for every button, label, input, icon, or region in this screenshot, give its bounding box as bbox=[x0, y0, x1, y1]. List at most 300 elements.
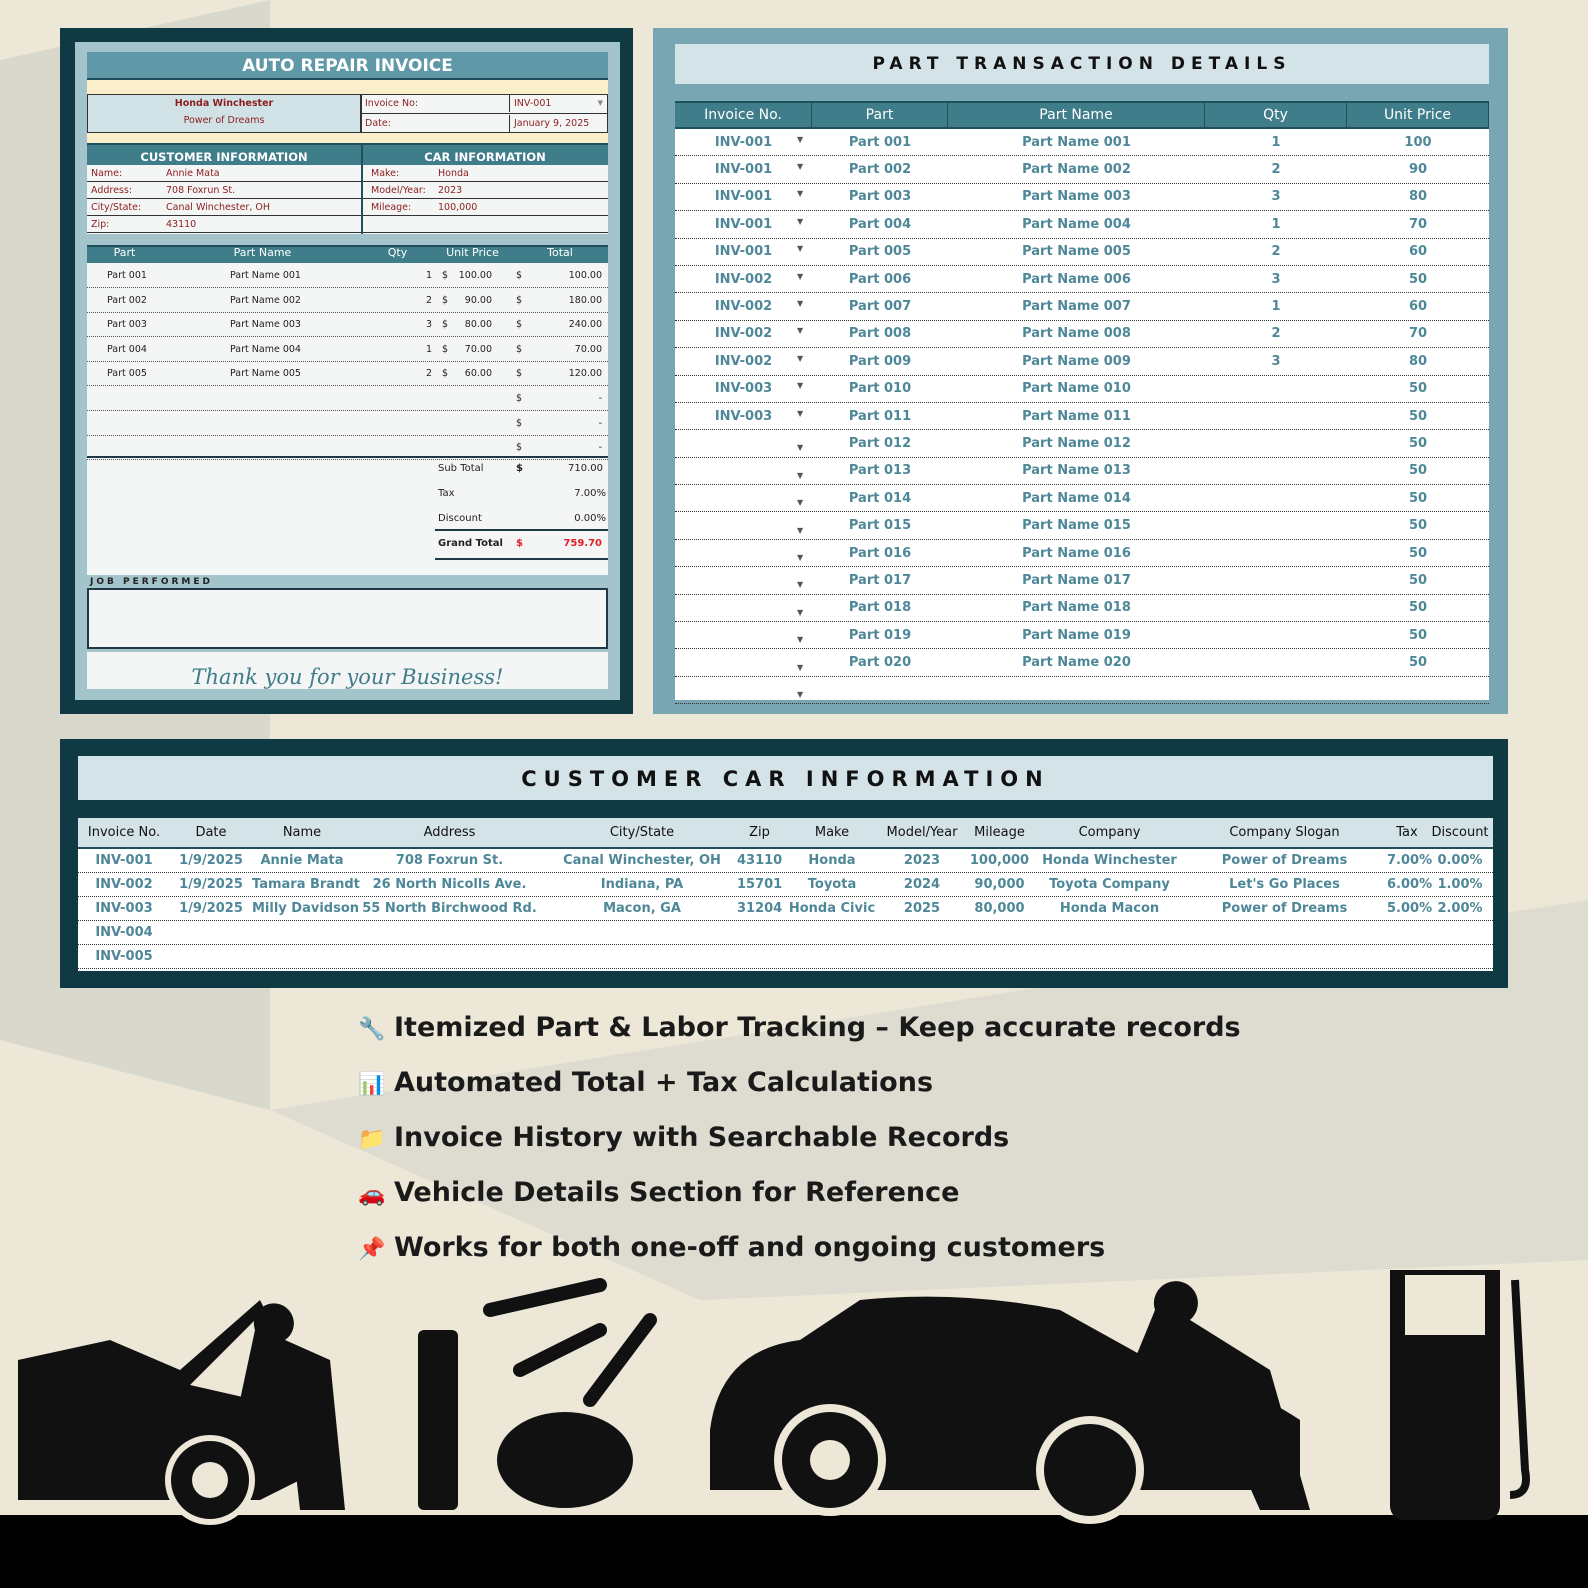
item-part: Part 005 bbox=[107, 368, 147, 380]
invoice-no-cell[interactable] bbox=[675, 354, 812, 369]
column-header[interactable]: Unit Price bbox=[1347, 103, 1489, 127]
cell-text: Part Name 012 bbox=[1022, 435, 1131, 451]
chevron-down-icon[interactable]: ▼ bbox=[797, 271, 804, 281]
part-cell[interactable] bbox=[812, 326, 948, 341]
table-cell[interactable]: INV-003 bbox=[95, 901, 153, 916]
item-total: 70.00 bbox=[574, 343, 602, 355]
part-cell[interactable] bbox=[812, 244, 948, 259]
car-field-label: Mileage: bbox=[371, 202, 412, 213]
table-cell[interactable]: Let's Go Places bbox=[1229, 877, 1340, 892]
job-performed-input[interactable] bbox=[87, 588, 608, 649]
cell-text: 70 bbox=[1408, 216, 1428, 232]
table-cell[interactable]: 80,000 bbox=[974, 901, 1025, 916]
table-row bbox=[675, 239, 1489, 266]
table-cell[interactable]: 2023 bbox=[903, 853, 941, 868]
table-cell[interactable]: Toyota Company bbox=[1049, 877, 1170, 892]
currency: $ bbox=[516, 463, 523, 474]
unit-price-cell[interactable] bbox=[1347, 381, 1489, 396]
part-name-cell[interactable] bbox=[948, 354, 1205, 369]
column-header[interactable]: Company bbox=[1078, 825, 1141, 840]
car-info-header: CAR INFORMATION bbox=[362, 143, 608, 165]
part-name-cell[interactable] bbox=[948, 381, 1205, 396]
chevron-down-icon[interactable]: ▼ bbox=[797, 635, 804, 645]
item-price: 60.00 bbox=[464, 368, 492, 380]
qty-cell[interactable] bbox=[1205, 135, 1347, 150]
unit-price-cell[interactable] bbox=[1347, 135, 1489, 150]
column-header[interactable]: Invoice No. bbox=[675, 103, 812, 127]
part-name-cell[interactable] bbox=[948, 217, 1205, 232]
discount-value: 0.00% bbox=[574, 513, 606, 524]
customer-field-value[interactable]: 43110 bbox=[166, 219, 197, 230]
part-cell[interactable] bbox=[812, 463, 948, 478]
table-row bbox=[675, 376, 1489, 403]
unit-price-cell[interactable] bbox=[1347, 244, 1489, 259]
currency: $ bbox=[516, 442, 523, 454]
car-field-value[interactable]: Honda bbox=[438, 168, 469, 179]
pushpin-icon: 📌 bbox=[358, 1237, 386, 1262]
table-row bbox=[675, 184, 1489, 211]
currency: $ bbox=[442, 294, 449, 306]
table-cell[interactable]: Canal Winchester, OH bbox=[563, 853, 721, 868]
table-row bbox=[675, 567, 1489, 594]
divider bbox=[361, 143, 363, 234]
table-cell[interactable]: 2.00% bbox=[1437, 901, 1483, 916]
item-total: - bbox=[598, 393, 602, 404]
invoice-item-row bbox=[87, 415, 608, 436]
invoice-no-cell[interactable] bbox=[675, 326, 812, 341]
part-name-cell[interactable] bbox=[948, 491, 1205, 506]
part-name-cell[interactable] bbox=[948, 546, 1205, 561]
table-cell[interactable]: INV-002 bbox=[95, 877, 153, 892]
wrench-icon: 🔧 bbox=[358, 1017, 386, 1042]
column-header[interactable]: Date bbox=[195, 825, 227, 840]
bar-chart-icon: 📊 bbox=[358, 1072, 386, 1097]
item-total: 100.00 bbox=[568, 270, 602, 281]
car-icon: 🚗 bbox=[358, 1182, 386, 1207]
cell-text: Part 013 bbox=[848, 463, 912, 479]
unit-price-cell[interactable] bbox=[1347, 217, 1489, 232]
part-name-cell[interactable] bbox=[948, 272, 1205, 287]
item-qty: 3 bbox=[425, 319, 432, 331]
cell-text: 50 bbox=[1408, 408, 1428, 424]
cell-text: Part Name 001 bbox=[1022, 134, 1131, 150]
item-price: 80.00 bbox=[464, 319, 492, 331]
column-header[interactable]: Zip bbox=[749, 825, 770, 840]
part-name-cell[interactable] bbox=[948, 600, 1205, 615]
table-cell[interactable]: 1/9/2025 bbox=[179, 901, 243, 916]
part-cell[interactable] bbox=[812, 354, 948, 369]
unit-price-cell[interactable] bbox=[1347, 326, 1489, 341]
invoice-no-cell[interactable] bbox=[675, 244, 812, 259]
part-name-cell[interactable] bbox=[948, 326, 1205, 341]
cell-text: Part 015 bbox=[848, 518, 912, 534]
table-row bbox=[675, 622, 1489, 649]
unit-price-cell[interactable] bbox=[1347, 655, 1489, 670]
unit-price-cell[interactable] bbox=[1347, 162, 1489, 177]
table-cell[interactable]: Honda Winchester bbox=[1042, 853, 1177, 868]
chevron-down-icon[interactable]: ▼ bbox=[797, 353, 804, 363]
item-qty: 1 bbox=[425, 343, 432, 355]
table-row bbox=[675, 595, 1489, 622]
part-name-cell[interactable] bbox=[948, 463, 1205, 478]
job-performed-label: JOB PERFORMED bbox=[90, 577, 213, 587]
unit-price-cell[interactable] bbox=[1347, 546, 1489, 561]
cell-text: INV-003 bbox=[714, 381, 773, 397]
cell-text: INV-001 bbox=[714, 189, 773, 205]
chevron-down-icon[interactable]: ▼ bbox=[797, 189, 804, 199]
column-header[interactable]: Mileage bbox=[974, 825, 1025, 840]
cell-text: Part 010 bbox=[848, 381, 912, 397]
cell-text: 60 bbox=[1408, 244, 1428, 260]
unit-price-cell[interactable] bbox=[1347, 573, 1489, 588]
table-cell[interactable]: Power of Dreams bbox=[1221, 901, 1348, 916]
unit-price-cell[interactable] bbox=[1347, 409, 1489, 424]
table-cell[interactable]: 90,000 bbox=[974, 877, 1025, 892]
column-header[interactable]: City/State bbox=[609, 825, 675, 840]
currency: $ bbox=[442, 343, 449, 355]
item-price: 70.00 bbox=[464, 343, 492, 355]
cell-text: Part Name 015 bbox=[1022, 518, 1131, 534]
invoice-no-label: Invoice No: bbox=[365, 98, 419, 109]
table-row bbox=[675, 129, 1489, 156]
part-cell[interactable] bbox=[812, 546, 948, 561]
item-total: 120.00 bbox=[568, 368, 602, 380]
table-cell[interactable]: 26 North Nicolls Ave. bbox=[372, 877, 527, 892]
part-cell[interactable] bbox=[812, 628, 948, 643]
table-row bbox=[78, 921, 1493, 945]
table-row bbox=[675, 266, 1489, 293]
column-header[interactable]: Make bbox=[814, 825, 850, 840]
items-column-header: Part bbox=[113, 246, 136, 259]
table-cell[interactable]: Indiana, PA bbox=[600, 877, 684, 892]
cell-text: Part 009 bbox=[848, 353, 912, 369]
cell-text: Part Name 009 bbox=[1022, 353, 1131, 369]
table-cell[interactable]: Toyota bbox=[807, 877, 857, 892]
table-cell[interactable]: 55 North Birchwood Rd. bbox=[362, 901, 537, 916]
feature-text: Works for both one-off and ongoing customers bbox=[394, 1232, 1106, 1263]
feature-item bbox=[358, 1012, 1241, 1043]
feature-text: Automated Total + Tax Calculations bbox=[394, 1067, 934, 1098]
part-cell[interactable] bbox=[812, 600, 948, 615]
table-cell[interactable]: Macon, GA bbox=[603, 901, 681, 916]
invoice-no-cell[interactable] bbox=[675, 409, 812, 424]
invoice-no-cell[interactable] bbox=[675, 299, 812, 314]
table-cell[interactable]: 7.00% bbox=[1387, 853, 1433, 868]
chevron-down-icon[interactable]: ▼ bbox=[797, 580, 804, 590]
table-cell[interactable]: 1/9/2025 bbox=[179, 853, 243, 868]
chevron-down-icon[interactable]: ▼ bbox=[797, 690, 804, 699]
car-field-value[interactable]: 2023 bbox=[438, 185, 463, 196]
invoice-item-row bbox=[87, 267, 608, 288]
part-name-cell[interactable] bbox=[948, 655, 1205, 670]
cell-text: 1 bbox=[1271, 299, 1281, 315]
customer-field-value[interactable]: Annie Mata bbox=[166, 168, 220, 179]
part-cell[interactable] bbox=[812, 189, 948, 204]
cell-text: Part 001 bbox=[848, 134, 912, 150]
cell-text: Part Name 016 bbox=[1022, 545, 1131, 561]
unit-price-cell[interactable] bbox=[1347, 463, 1489, 478]
currency: $ bbox=[442, 368, 449, 380]
item-total: 240.00 bbox=[568, 319, 602, 331]
part-cell[interactable] bbox=[812, 381, 948, 396]
grand-total-label: Grand Total bbox=[438, 538, 503, 549]
cell-text: Part 011 bbox=[848, 408, 912, 424]
cell-text: INV-002 bbox=[714, 271, 773, 287]
table-row bbox=[675, 430, 1489, 457]
invoice-no-cell[interactable] bbox=[675, 189, 812, 204]
cell-text: 50 bbox=[1408, 627, 1428, 643]
feature-text: Vehicle Details Section for Reference bbox=[394, 1177, 960, 1208]
part-name-cell[interactable] bbox=[948, 162, 1205, 177]
unit-price-cell[interactable] bbox=[1347, 491, 1489, 506]
cell-text: 50 bbox=[1408, 435, 1428, 451]
invoice-no-cell[interactable] bbox=[675, 381, 812, 396]
table-cell[interactable]: Milly Davidson bbox=[252, 901, 360, 916]
qty-cell[interactable] bbox=[1205, 162, 1347, 177]
item-price: 100.00 bbox=[458, 270, 492, 281]
part-cell[interactable] bbox=[812, 162, 948, 177]
column-header[interactable]: Part Name bbox=[948, 103, 1205, 127]
table-cell[interactable]: 2024 bbox=[903, 877, 941, 892]
chevron-down-icon[interactable]: ▼ bbox=[797, 662, 804, 672]
chevron-down-icon[interactable]: ▼ bbox=[797, 553, 804, 563]
part-cell[interactable] bbox=[812, 436, 948, 451]
chevron-down-icon[interactable]: ▼ bbox=[797, 216, 804, 226]
item-qty: 2 bbox=[425, 368, 432, 380]
invoice-no-cell[interactable] bbox=[675, 272, 812, 287]
customers-title: CUSTOMER CAR INFORMATION bbox=[78, 756, 1493, 800]
cell-text: 50 bbox=[1408, 271, 1428, 287]
column-header[interactable]: Discount bbox=[1431, 825, 1489, 840]
customer-field-value[interactable]: 708 Foxrun St. bbox=[166, 185, 236, 196]
unit-price-cell[interactable] bbox=[1347, 600, 1489, 615]
cell-text: Part Name 006 bbox=[1022, 271, 1131, 287]
table-cell[interactable]: 0.00% bbox=[1437, 853, 1483, 868]
part-name-cell[interactable] bbox=[948, 518, 1205, 533]
chevron-down-icon: ▼ bbox=[597, 99, 603, 107]
currency: $ bbox=[516, 294, 523, 306]
table-row bbox=[675, 403, 1489, 430]
table-row bbox=[675, 293, 1489, 320]
part-cell[interactable] bbox=[812, 299, 948, 314]
date-label: Date: bbox=[365, 118, 391, 129]
cell-text: Part 018 bbox=[848, 600, 912, 616]
feature-text: Invoice History with Searchable Records bbox=[394, 1122, 1010, 1153]
cell-text: 3 bbox=[1271, 353, 1281, 369]
table-cell[interactable]: 6.00% bbox=[1387, 877, 1433, 892]
part-cell[interactable] bbox=[812, 217, 948, 232]
company-slogan: Power of Dreams bbox=[183, 115, 265, 126]
table-cell[interactable]: Annie Mata bbox=[260, 853, 344, 868]
column-header[interactable]: Qty bbox=[1205, 103, 1347, 127]
chevron-down-icon[interactable]: ▼ bbox=[797, 299, 804, 309]
table-cell[interactable]: 31204 bbox=[737, 901, 783, 916]
chevron-down-icon[interactable]: ▼ bbox=[797, 470, 804, 480]
currency: $ bbox=[442, 319, 449, 331]
table-row bbox=[675, 677, 1489, 704]
customer-field-value[interactable]: Canal Winchester, OH bbox=[166, 202, 270, 213]
table-row bbox=[675, 458, 1489, 485]
customer-info-header: CUSTOMER INFORMATION bbox=[87, 143, 361, 165]
qty-cell[interactable] bbox=[1205, 326, 1347, 341]
divider bbox=[435, 558, 608, 560]
item-name: Part Name 002 bbox=[230, 294, 301, 306]
table-row bbox=[78, 849, 1493, 873]
company-box bbox=[87, 94, 361, 133]
invoice-item-row bbox=[87, 365, 608, 386]
table-cell[interactable]: Honda bbox=[808, 853, 856, 868]
cell-text: INV-001 bbox=[714, 216, 773, 232]
chevron-down-icon[interactable]: ▼ bbox=[797, 326, 804, 336]
invoice-no-cell[interactable] bbox=[675, 135, 812, 150]
cell-text: INV-001 bbox=[714, 134, 773, 150]
tax-value: 7.00% bbox=[574, 488, 606, 499]
chevron-down-icon[interactable]: ▼ bbox=[797, 443, 804, 453]
table-cell[interactable]: 100,000 bbox=[969, 853, 1030, 868]
chevron-down-icon[interactable]: ▼ bbox=[797, 498, 804, 508]
table-cell[interactable]: 43110 bbox=[737, 853, 783, 868]
part-name-cell[interactable] bbox=[948, 409, 1205, 424]
unit-price-cell[interactable] bbox=[1347, 354, 1489, 369]
qty-cell[interactable] bbox=[1205, 244, 1347, 259]
chevron-down-icon[interactable]: ▼ bbox=[797, 162, 804, 172]
qty-cell[interactable] bbox=[1205, 354, 1347, 369]
item-total: - bbox=[598, 442, 602, 454]
invoice-no-cell[interactable] bbox=[675, 217, 812, 232]
chevron-down-icon[interactable]: ▼ bbox=[797, 408, 804, 418]
cell-text: INV-002 bbox=[714, 326, 773, 342]
cell-text: 1 bbox=[1271, 134, 1281, 150]
chevron-down-icon[interactable]: ▼ bbox=[797, 525, 804, 535]
column-header[interactable]: Model/Year bbox=[886, 825, 958, 840]
invoice-no-cell[interactable] bbox=[675, 162, 812, 177]
part-cell[interactable] bbox=[812, 573, 948, 588]
cell-text: 100 bbox=[1404, 134, 1432, 150]
cell-text: Part Name 019 bbox=[1022, 627, 1131, 643]
qty-cell[interactable] bbox=[1205, 189, 1347, 204]
unit-price-cell[interactable] bbox=[1347, 628, 1489, 643]
item-name: Part Name 004 bbox=[230, 343, 301, 355]
company-name: Honda Winchester bbox=[174, 98, 274, 109]
invoice-no-select[interactable] bbox=[509, 95, 608, 112]
table-cell[interactable]: 708 Foxrun St. bbox=[395, 853, 504, 868]
part-cell[interactable] bbox=[812, 491, 948, 506]
table-cell[interactable]: Tamara Brandt bbox=[252, 877, 360, 892]
cell-text: Part Name 010 bbox=[1022, 381, 1131, 397]
table-row bbox=[675, 512, 1489, 539]
part-name-cell[interactable] bbox=[948, 244, 1205, 259]
table-row bbox=[675, 348, 1489, 375]
part-cell[interactable] bbox=[812, 518, 948, 533]
column-header[interactable]: Company Slogan bbox=[1229, 825, 1340, 840]
cell-text: 3 bbox=[1271, 189, 1281, 205]
item-part: Part 001 bbox=[107, 270, 147, 281]
qty-cell[interactable] bbox=[1205, 299, 1347, 314]
column-header[interactable]: Part bbox=[812, 103, 948, 127]
part-cell[interactable] bbox=[812, 655, 948, 670]
cell-text: Part Name 008 bbox=[1022, 326, 1131, 342]
cell-text: Part Name 020 bbox=[1022, 655, 1131, 671]
item-qty: 1 bbox=[425, 270, 432, 281]
item-price: 90.00 bbox=[464, 294, 492, 306]
chevron-down-icon[interactable]: ▼ bbox=[797, 134, 804, 144]
item-part: Part 002 bbox=[107, 294, 147, 306]
cell-text: 80 bbox=[1408, 353, 1428, 369]
unit-price-cell[interactable] bbox=[1347, 189, 1489, 204]
table-cell[interactable]: Honda Macon bbox=[1059, 901, 1160, 916]
cell-text: Part Name 014 bbox=[1022, 490, 1131, 506]
currency: $ bbox=[442, 270, 449, 281]
table-cell[interactable]: 15701 bbox=[737, 877, 783, 892]
cell-text: 90 bbox=[1408, 162, 1428, 178]
table-cell[interactable]: INV-004 bbox=[95, 925, 153, 940]
item-name: Part Name 005 bbox=[230, 368, 301, 380]
cell-text: Part 019 bbox=[848, 627, 912, 643]
part-cell[interactable] bbox=[812, 272, 948, 287]
column-header[interactable]: Tax bbox=[1396, 825, 1418, 840]
table-cell[interactable]: INV-005 bbox=[95, 949, 153, 964]
currency: $ bbox=[516, 319, 523, 331]
column-header[interactable]: Name bbox=[282, 825, 322, 840]
cell-text: 70 bbox=[1408, 326, 1428, 342]
cell-text: Part 005 bbox=[848, 244, 912, 260]
part-name-cell[interactable] bbox=[948, 135, 1205, 150]
items-column-header: Total bbox=[547, 246, 573, 259]
column-header[interactable]: Invoice No. bbox=[87, 825, 161, 840]
unit-price-cell[interactable] bbox=[1347, 272, 1489, 287]
unit-price-cell[interactable] bbox=[1347, 518, 1489, 533]
qty-cell[interactable] bbox=[1205, 272, 1347, 287]
currency: $ bbox=[516, 270, 523, 281]
part-cell[interactable] bbox=[812, 409, 948, 424]
table-cell[interactable]: Power of Dreams bbox=[1221, 853, 1348, 868]
part-name-cell[interactable] bbox=[948, 299, 1205, 314]
part-name-cell[interactable] bbox=[948, 573, 1205, 588]
cell-text: 50 bbox=[1408, 600, 1428, 616]
part-name-cell[interactable] bbox=[948, 189, 1205, 204]
invoice-item-row bbox=[87, 316, 608, 337]
part-name-cell[interactable] bbox=[948, 628, 1205, 643]
cell-text: Part Name 017 bbox=[1022, 572, 1131, 588]
date-value[interactable]: January 9, 2025 bbox=[509, 115, 589, 132]
table-cell[interactable]: INV-001 bbox=[95, 853, 153, 868]
chevron-down-icon[interactable]: ▼ bbox=[797, 607, 804, 617]
table-cell[interactable]: 1/9/2025 bbox=[179, 877, 243, 892]
part-cell[interactable] bbox=[812, 135, 948, 150]
chevron-down-icon[interactable]: ▼ bbox=[797, 244, 804, 254]
table-cell[interactable]: 5.00% bbox=[1387, 901, 1433, 916]
column-header[interactable]: Address bbox=[423, 825, 476, 840]
part-name-cell[interactable] bbox=[948, 436, 1205, 451]
cell-text: Part 006 bbox=[848, 271, 912, 287]
cell-text: Part 014 bbox=[848, 490, 912, 506]
cell-text: 50 bbox=[1408, 381, 1428, 397]
cell-text: Part 003 bbox=[848, 189, 912, 205]
car-field-value[interactable]: 100,000 bbox=[438, 202, 478, 213]
qty-cell[interactable] bbox=[1205, 217, 1347, 232]
cell-text: 50 bbox=[1408, 545, 1428, 561]
unit-price-cell[interactable] bbox=[1347, 436, 1489, 451]
table-cell[interactable]: 2025 bbox=[903, 901, 941, 916]
cell-text: 2 bbox=[1271, 162, 1281, 178]
cell-text: INV-001 bbox=[714, 244, 773, 260]
cell-text: 50 bbox=[1408, 518, 1428, 534]
grand-total-value: 759.70 bbox=[563, 538, 602, 549]
table-cell[interactable]: 1.00% bbox=[1437, 877, 1483, 892]
unit-price-cell[interactable] bbox=[1347, 299, 1489, 314]
table-cell[interactable]: Honda Civic bbox=[788, 901, 876, 916]
chevron-down-icon[interactable]: ▼ bbox=[797, 381, 804, 391]
